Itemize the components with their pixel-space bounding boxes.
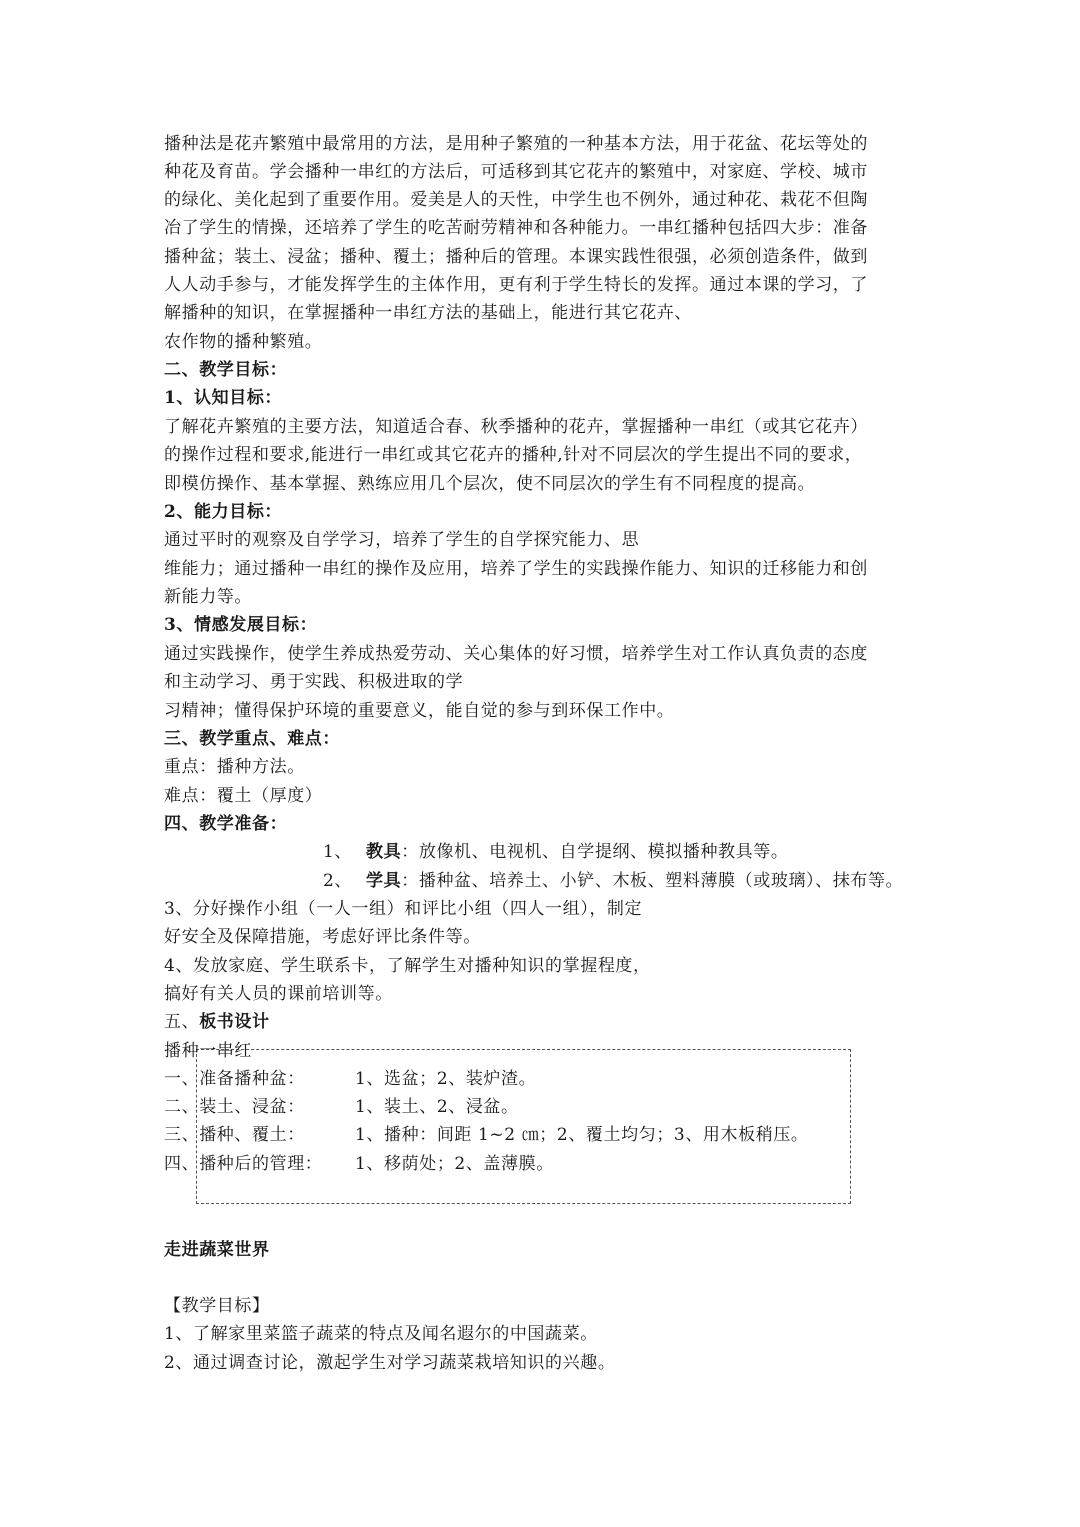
section-heading-key-points: 三、教学重点、难点： <box>164 729 340 749</box>
intro-line: 人人动手参与，才能发挥学生的主体作用，更有利于学生特长的发挥。通过本课的学习，了 <box>164 275 868 295</box>
board-row <box>164 1121 854 1149</box>
subheading-cognitive: 1、认知目标： <box>164 388 283 408</box>
board-detail: 1、播种：间距 1~2 ㎝；2、覆土均匀；3、用木板稍压。 <box>355 1125 809 1145</box>
prep-item-text: ：播种盆、培养土、小铲、木板、塑料薄膜（或玻璃）、抹布等。 <box>401 871 904 891</box>
subheading-ability: 2、能力目标： <box>164 502 283 522</box>
board-step: 三、播种、覆土： <box>164 1125 305 1145</box>
board-heading-prefix: 五、 <box>164 1012 200 1032</box>
prep-item-number: 2、 <box>323 871 353 891</box>
intro-line: 播种盆；装土、浸盆；播种、覆土；播种后的管理。本课实践性很强，必须创造条件，做到 <box>164 247 868 267</box>
board-heading-title: 板书设计 <box>199 1012 270 1032</box>
intro-line: 种花及育苗。学会播种一串红的方法后，可适移到其它花卉的繁殖中，对家庭、学校、城市 <box>164 162 868 182</box>
prep-item-groups: 3、分好操作小组（一人一组）和评比小组（四人一组），制定 <box>164 899 643 919</box>
ability-line: 通过平时的观察及自学学习，培养了学生的自学探究能力、思 <box>164 530 640 550</box>
prep-item-contact-card: 搞好有关人员的课前培训等。 <box>164 984 393 1004</box>
board-step: 二、装土、浸盆： <box>164 1097 305 1117</box>
prep-item-label: 学具 <box>366 871 402 891</box>
prep-item-label: 教具 <box>366 842 402 862</box>
intro-line: 农作物的播种繁殖。 <box>164 332 323 352</box>
prep-item-teaching-aids <box>323 838 788 866</box>
prep-item-groups: 好安全及保障措施，考虑好评比条件等。 <box>164 927 481 947</box>
board-row <box>164 1150 854 1178</box>
intro-line: 播种法是花卉繁殖中最常用的方法，是用种子繁殖的一种基本方法，用于花盆、花坛等处的 <box>164 134 868 154</box>
board-detail: 1、选盆；2、装炉渣。 <box>355 1069 537 1089</box>
subheading-emotion: 3、情感发展目标： <box>164 615 318 635</box>
ability-line: 新能力等。 <box>164 587 252 607</box>
board-detail: 1、移荫处；2、盖薄膜。 <box>355 1154 554 1174</box>
cognitive-line: 了解花卉繁殖的主要方法，知道适合春、秋季播种的花卉，掌握播种一串红（或其它花卉） <box>164 417 868 437</box>
board-detail: 1、装土、2、浸盆。 <box>355 1097 519 1117</box>
prep-item-learning-aids <box>323 867 903 895</box>
intro-line: 的绿化、美化起到了重要作用。爱美是人的天性，中学生也不例外，通过种花、栽花不但陶 <box>164 190 868 210</box>
emotion-line: 和主动学习、勇于实践、积极进取的学 <box>164 672 464 692</box>
difficulty-point: 难点：覆土（厚度） <box>164 786 323 806</box>
intro-line: 冶了学生的情操，还培养了学生的吃苦耐劳精神和各种能力。一串红播种包括四大步：准备 <box>164 218 868 238</box>
next-lesson-title: 走进蔬菜世界 <box>164 1240 270 1260</box>
cognitive-line: 的操作过程和要求,能进行一串红或其它花卉的播种,针对不同层次的学生提出不同的要求， <box>164 445 863 465</box>
section-heading-preparation: 四、教学准备： <box>164 814 288 834</box>
ability-line: 维能力；通过播种一串红的操作及应用，培养了学生的实践操作能力、知识的迁移能力和创 <box>164 559 868 579</box>
next-lesson-goal-heading: 【教学目标】 <box>164 1296 270 1316</box>
key-point: 重点：播种方法。 <box>164 757 305 777</box>
prep-item-text: ：放像机、电视机、自学提纲、模拟播种教具等。 <box>401 842 789 862</box>
board-step: 一、准备播种盆： <box>164 1069 305 1089</box>
next-lesson-goal: 2、通过调查讨论，激起学生对学习蔬菜栽培知识的兴趣。 <box>164 1353 616 1373</box>
section-heading-objectives: 二、教学目标： <box>164 360 288 380</box>
board-step: 四、播种后的管理： <box>164 1154 323 1174</box>
board-row <box>164 1065 854 1093</box>
emotion-line: 通过实践操作，使学生养成热爱劳动、关心集体的好习惯，培养学生对工作认真负责的态度 <box>164 644 868 664</box>
board-title: 播种一串红 <box>164 1041 252 1061</box>
prep-item-number: 1、 <box>323 842 353 862</box>
emotion-line: 习精神；懂得保护环境的重要意义，能自觉的参与到环保工作中。 <box>164 701 675 721</box>
section-heading-board-design <box>164 1008 270 1036</box>
board-row <box>164 1093 854 1121</box>
intro-line: 解播种的知识，在掌握播种一串红方法的基础上，能进行其它花卉、 <box>164 303 692 323</box>
cognitive-line: 即模仿操作、基本掌握、熟练应用几个层次，使不同层次的学生有不同程度的提高。 <box>164 474 816 494</box>
next-lesson-goal: 1、了解家里菜篮子蔬菜的特点及闻名遐尔的中国蔬菜。 <box>164 1324 598 1344</box>
prep-item-contact-card: 4、发放家庭、学生联系卡，了解学生对播种知识的掌握程度， <box>164 956 651 976</box>
